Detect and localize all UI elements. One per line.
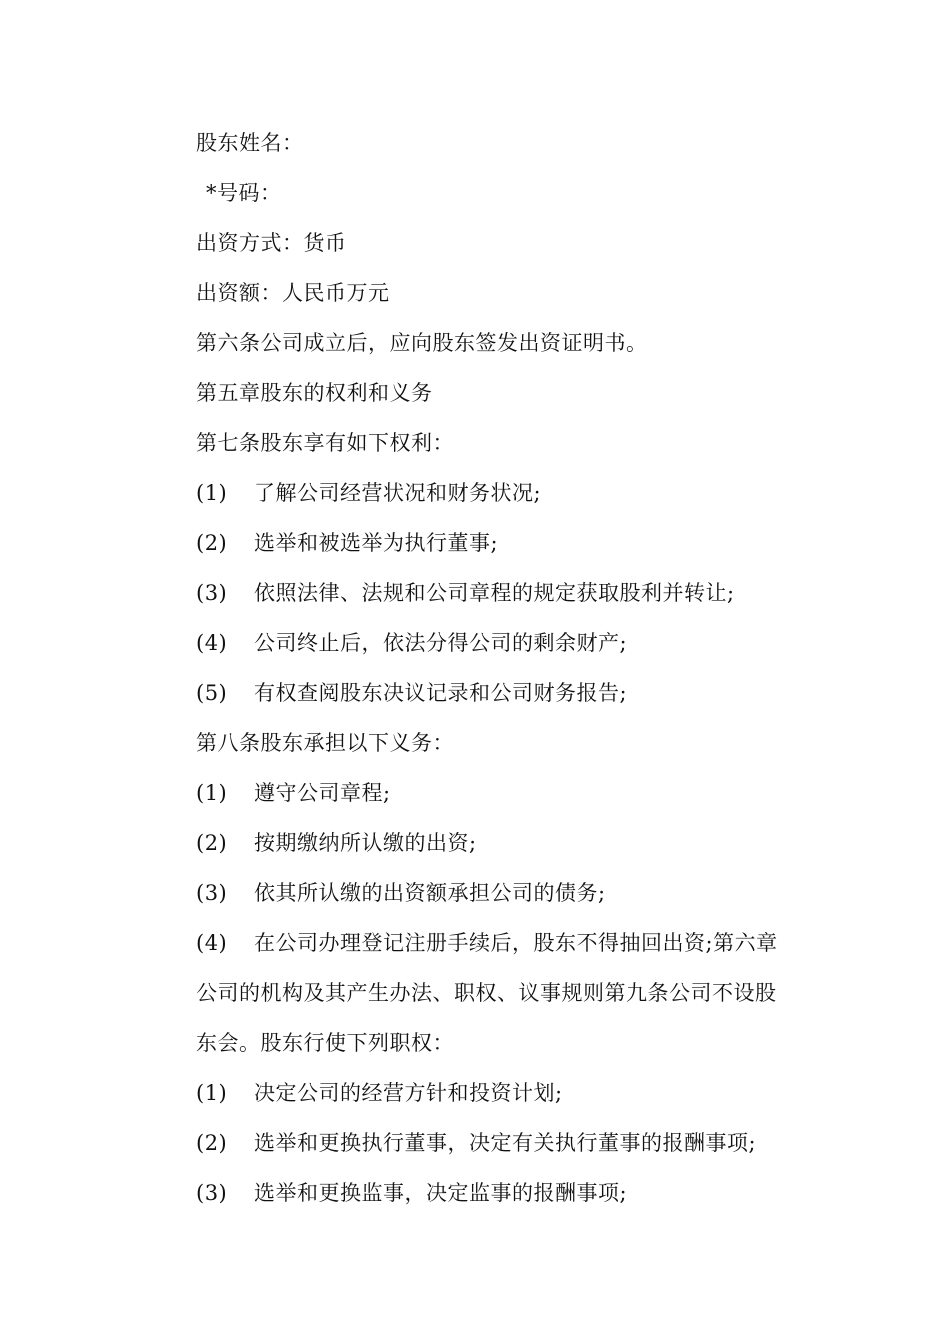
- item-number: (1): [196, 781, 228, 805]
- item-text: 选举和更换监事，决定监事的报酬事项;: [254, 1181, 628, 1205]
- item-text: 公司终止后，依法分得公司的剩余财产;: [254, 631, 628, 655]
- item-text: 遵守公司章程;: [254, 781, 391, 805]
- article-8: 第八条股东承担以下义务：: [196, 731, 454, 755]
- item-number: (2): [196, 1131, 228, 1155]
- contribution-amount: 出资额：人民币万元: [196, 281, 390, 305]
- rights-item: [196, 568, 816, 618]
- duties-item: [196, 818, 816, 868]
- item-text: 了解公司经营状况和财务状况;: [254, 481, 542, 505]
- item-number: (3): [196, 581, 228, 605]
- id-number-label: *号码：: [206, 181, 282, 205]
- item-number: (4): [196, 631, 228, 655]
- chapter-5-heading: 第五章股东的权利和义务: [196, 381, 433, 405]
- powers-item: [196, 1118, 816, 1168]
- contribution-method: 出资方式：货币: [196, 231, 347, 255]
- item-text: 按期缴纳所认缴的出资;: [254, 831, 477, 855]
- item-number: (4): [196, 931, 228, 955]
- item-number: (1): [196, 481, 228, 505]
- rights-item: [196, 618, 816, 668]
- powers-item: [196, 1068, 816, 1118]
- continuation-line: 公司的机构及其产生办法、职权、议事规则第九条公司不设股: [196, 981, 777, 1005]
- item-text: 选举和更换执行董事，决定有关执行董事的报酬事项;: [254, 1131, 757, 1155]
- duties-item: [196, 868, 816, 918]
- item-text: 依其所认缴的出资额承担公司的债务;: [254, 881, 606, 905]
- article-6: 第六条公司成立后，应向股东签发出资证明书。: [196, 331, 648, 355]
- powers-item: [196, 1168, 816, 1218]
- item-number: (1): [196, 1081, 228, 1105]
- item-text: 有权查阅股东决议记录和公司财务报告;: [254, 681, 628, 705]
- article-7: 第七条股东享有如下权利：: [196, 431, 454, 455]
- continuation-line: 东会。股东行使下列职权：: [196, 1031, 454, 1055]
- rights-item: [196, 468, 816, 518]
- item-text: 决定公司的经营方针和投资计划;: [254, 1081, 563, 1105]
- item-number: (2): [196, 531, 228, 555]
- item-text: 依照法律、法规和公司章程的规定获取股利并转让;: [254, 581, 735, 605]
- item-number: (5): [196, 681, 228, 705]
- item-text: 选举和被选举为执行董事;: [254, 531, 499, 555]
- item-number: (3): [196, 1181, 228, 1205]
- duties-item: [196, 918, 816, 968]
- item-number: (3): [196, 881, 228, 905]
- shareholder-name-label: 股东姓名：: [196, 131, 304, 155]
- document-body: [196, 118, 816, 1218]
- item-number: (2): [196, 831, 228, 855]
- rights-item: [196, 668, 816, 718]
- item-text: 在公司办理登记注册手续后，股东不得抽回出资;第六章: [254, 931, 778, 955]
- duties-item: [196, 768, 816, 818]
- rights-item: [196, 518, 816, 568]
